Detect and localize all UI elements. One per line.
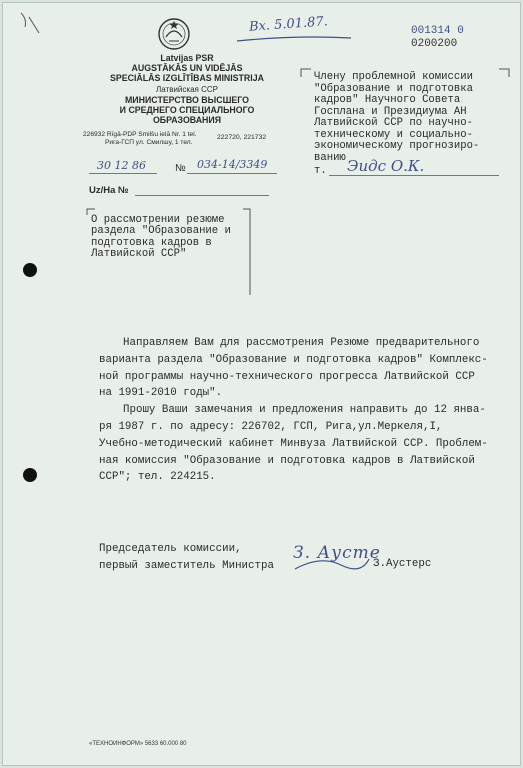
punch-hole-top <box>23 263 37 277</box>
recipient-line8: ванию <box>314 151 346 164</box>
header-ru-line3: И СРЕДНЕГО СПЕЦИАЛЬНОГО <box>119 105 255 115</box>
body-p1-line2: варианта раздела "Образование и подготовка кадров" Комплекс- <box>99 353 488 366</box>
recipient-line5: Латвийской ССР по научно- <box>314 117 473 129</box>
signature-stroke <box>291 551 371 575</box>
header-ru-line1: Латвийская ССР <box>156 85 218 94</box>
uzna-line <box>135 195 269 196</box>
recipient-line1: Члену проблемной комиссии <box>314 71 473 83</box>
header-lv-line1: Latvijas PSR <box>160 53 214 63</box>
header-ru-line2: МИНИСТЕРСТВО ВЫСШЕГО <box>124 95 249 105</box>
stamp-number-2: 0200200 <box>411 38 458 50</box>
header-lv-line3: SPECIĀLĀS IZGLĪTĪBAS MINISTRIJA <box>110 73 264 83</box>
body-p2-line1: Прошу Ваши замечания и предложения направить до 12 янва- <box>123 404 486 417</box>
received-note: Вх. 5.01.87. <box>248 14 329 35</box>
header-ru-line4: ОБРАЗОВАНИЯ <box>152 115 222 125</box>
recipient-name-line <box>329 175 499 176</box>
address-block <box>83 131 213 147</box>
recipient-t-label: т. <box>314 165 327 177</box>
header-russian <box>97 85 277 125</box>
punch-hole-bottom <box>23 468 37 482</box>
header-lv-line2: AUGSTĀKĀS UN VIDĒJĀS <box>131 63 243 73</box>
body-p2-line5: ССР"; тел. 224215. <box>99 471 216 484</box>
recipient-name: Эидс О.К. <box>347 157 425 175</box>
recipient-line4: Госплана и Президиума АН <box>314 105 467 118</box>
subject-line4: Латвийской ССР" <box>91 248 187 261</box>
printer-footer: «ТЕХНОИНФОРМ» 5633 60.000 80 <box>89 741 187 747</box>
reg-date-line <box>89 173 157 174</box>
signature-line2: первый заместитель Министра <box>99 559 274 572</box>
signatory-name: З.Аустерс <box>373 558 432 570</box>
body-p2-line4: ная комиссия "Образование и подготовка кадров в Латвийской <box>99 454 475 467</box>
header-latvian <box>97 53 277 83</box>
recipient-line2: "Образование и подготовка <box>314 82 473 95</box>
body-p1-line1: Направляем Вам для рассмотрения Резюме предварительного <box>123 337 480 349</box>
reg-number-line <box>187 173 277 174</box>
subject-line3: подготовка кадров в <box>91 236 212 249</box>
address-line2: Рига-ГСП ул. Смилшу, 1 тел. <box>105 139 193 146</box>
subject-line2: раздела "Образование и <box>91 225 231 238</box>
body-p1-line4: на 1991-2010 годы". <box>99 387 223 400</box>
handwritten-signature: З. Аусте <box>293 543 381 563</box>
received-underline <box>235 35 355 45</box>
recipient-block <box>314 72 514 164</box>
coat-of-arms-emblem <box>157 17 191 51</box>
address-phones: 222720, 221732 <box>217 134 267 141</box>
body-p1-line3: ной программы научно-технического прогресса Латвийской ССР <box>99 370 475 383</box>
reg-number: 034-14/3349 <box>197 158 268 171</box>
letter-body <box>99 335 499 486</box>
recipient-line7: экономическому прогнозиро- <box>314 140 480 152</box>
recipient-line3: кадров" Научного Совета <box>314 94 461 106</box>
reg-date: 30 12 86 <box>97 159 146 172</box>
letter-page <box>2 2 521 766</box>
address-line1: 226932 Rīgā-PDP Smilšu ielā Nr. 1 tel. <box>83 131 197 138</box>
stamp-number-1: 001314 0 <box>411 25 464 37</box>
body-p2-line3: Учебно-методический кабинет Минвуза Латвийской ССР. Проблем- <box>99 437 488 450</box>
signature-line1: Председатель комиссии, <box>99 543 242 555</box>
subject-block <box>91 215 241 261</box>
reg-no-label: № <box>175 163 186 174</box>
body-p2-line2: ря 1987 г. по адресу: 226702, ГСП, Рига,ул.Меркеля,I, <box>99 420 443 433</box>
subject-line1: О рассмотрении резюме <box>91 214 225 226</box>
pencil-mark <box>15 9 55 39</box>
recipient-line6: техническому и социально- <box>314 128 473 141</box>
uzna-label: Uz/На № <box>89 185 129 196</box>
